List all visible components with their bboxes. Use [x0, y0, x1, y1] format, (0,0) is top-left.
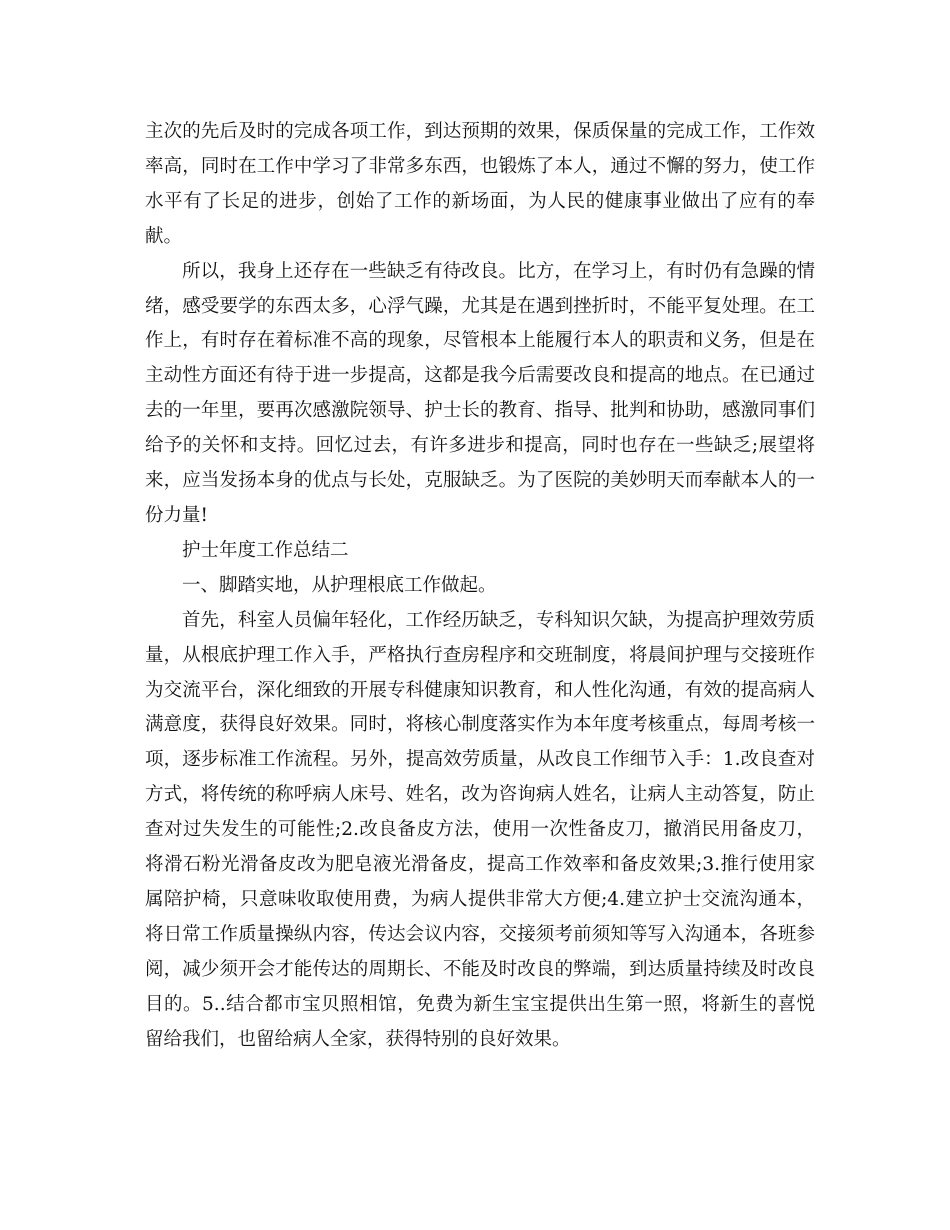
- paragraph-2: 所以，我身上还存在一些缺乏有待改良。比方，在学习上，有时仍有急躁的情绪，感受要学的东西太多，心浮气躁，尤其是在遇到挫折时，不能平复处理。在工作上，有时存在着标准不高的现象，尽管根本上能履行本人的职责和义务，但是在主动性方面还有待于进一步提高，这都是我今后需要改良和提高的地点。在已通过去的一年里，要再次感激院领导、护士长的教育、指导、批判和协助，感激同事们给予的关怀和支持。回忆过去，有许多进步和提高，同时也存在一些缺乏;展望将来，应当发扬本身的优点与长处，克服缺乏。为了医院的美妙明天而奉献本人的一份力量!: [145, 260, 815, 526]
- section-heading: 护士年度工作总结二: [182, 539, 349, 561]
- paragraph-1: 主次的先后及时的完成各项工作，到达预期的效果，保质保量的完成工作，工作效率高，同时在工作中学习了非常多东西，也锻炼了本人，通过不懈的努力，使工作水平有了长足的进步，创始了工作的新场面，为人民的健康事业做出了应有的奉献。: [145, 121, 815, 247]
- subsection-heading: 一、脚踏实地，从护理根底工作做起。: [182, 574, 497, 596]
- document-body: [145, 115, 815, 1057]
- paragraph-3: 首先，科室人员偏年轻化，工作经历缺乏，专科知识欠缺，为提高护理效劳质量，从根底护理工作入手，严格执行查房程序和交班制度，将晨间护理与交接班作为交流平台，深化细致的开展专科健康知识教育，和人性化沟通，有效的提高病人满意度，获得良好效果。同时，将核心制度落实作为本年度考核重点，每周考核一项，逐步标准工作流程。另外，提高效劳质量，从改良工作细节入手：1.改良查对方式，将传统的称呼病人床号、姓名，改为咨询病人姓名，让病人主动答复，防止查对过失发生的可能性;2.改良备皮方法，使用一次性备皮刀，撤消民用备皮刀，将滑石粉光滑备皮改为肥皂液光滑备皮，提高工作效率和备皮效果;3.推行使用家属陪护椅，只意味收取使用费，为病人提供非常大方便;4.建立护士交流沟通本，将日常工作质量操纵内容，传达会议内容，交接须考前须知等写入沟通本，各班参阅，减少须开会才能传达的周期长、不能及时改良的弊端，到达质量持续及时改良目的。5..结合都市宝贝照相馆，免费为新生宝宝提供出生第一照，将新生的喜悦留给我们，也留给病人全家，获得特别的良好效果。: [145, 609, 815, 1050]
